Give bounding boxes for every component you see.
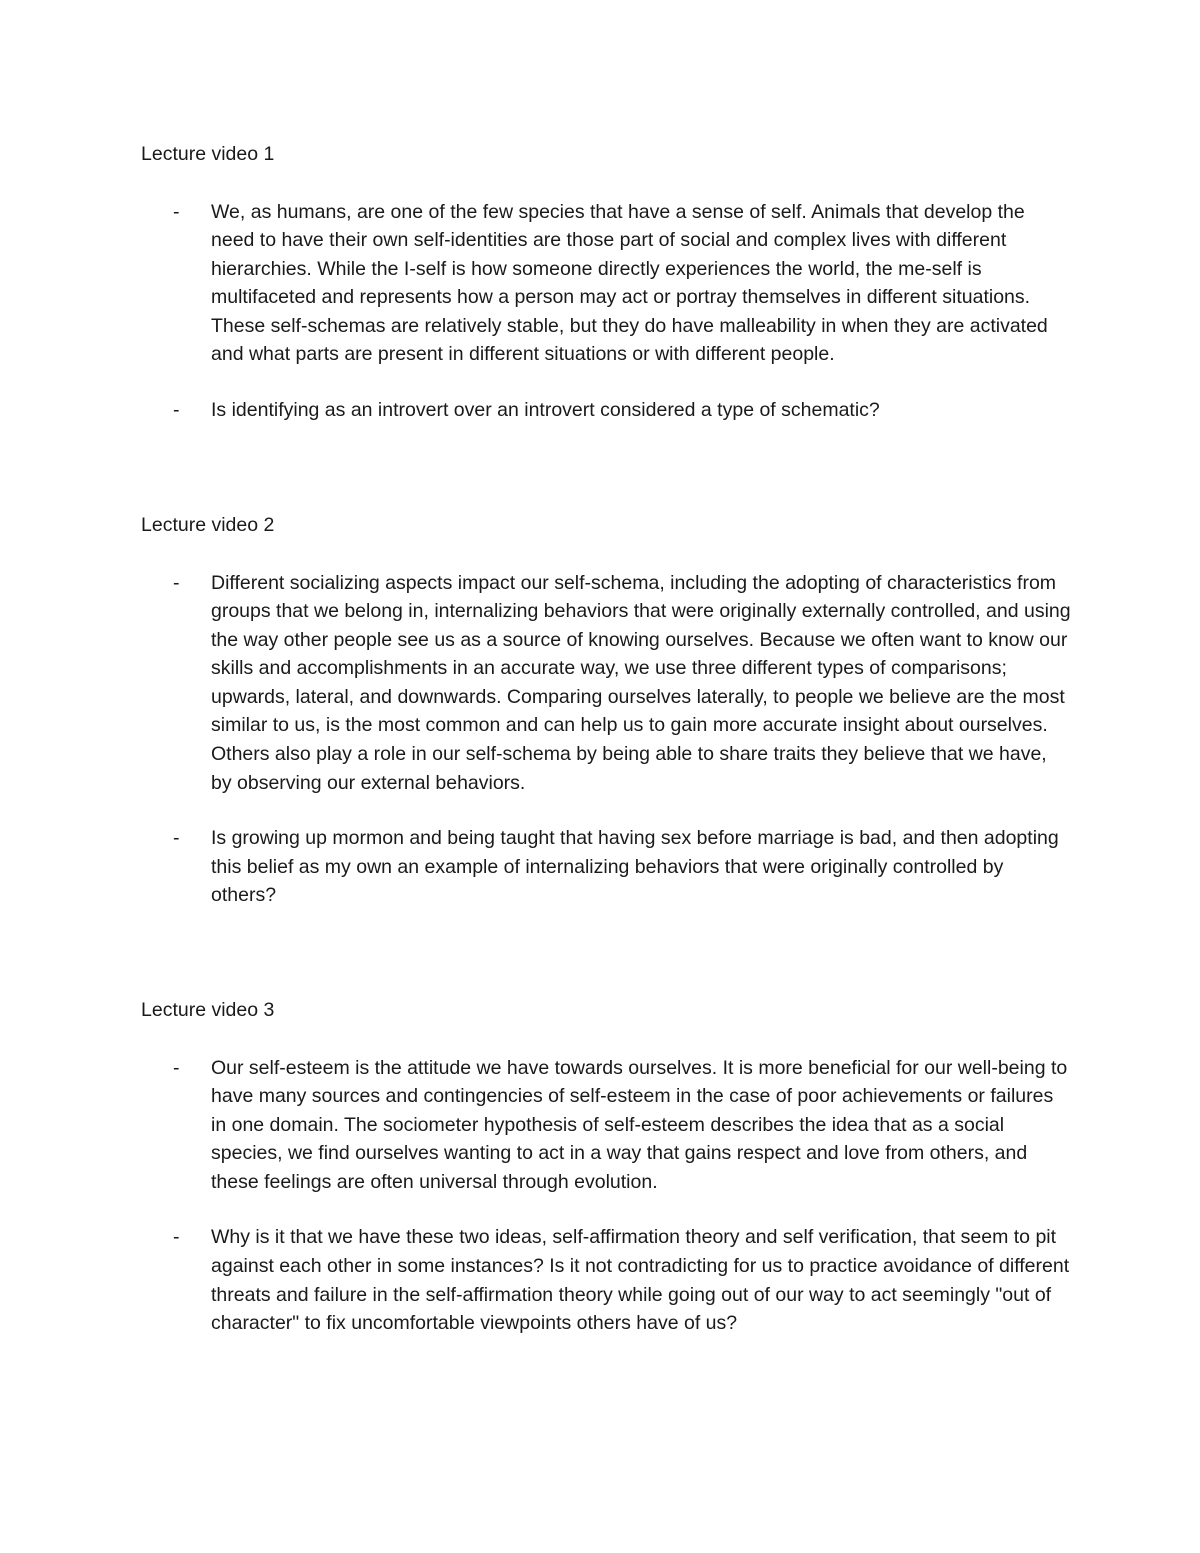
section-heading: Lecture video 3 (141, 999, 275, 1021)
bullet-text: Why is it that we have these two ideas, self-affirmation theory and self verification, that seem to pit against each other in some instances? Is it not contradicting for us to practice avoidance of different threats and failure in the self-affirmation theory while going out of our way to act seemingly "out of character" to fix uncomfortable viewpoints others have of us? (211, 1226, 1070, 1335)
bullet-dash: - (173, 571, 180, 594)
bullet-dash: - (173, 200, 180, 223)
bullet-dash: - (173, 1226, 180, 1249)
bullet-text: Different socializing aspects impact our self-schema, including the adopting of characteristics from groups that we belong in, internalizing behaviors that were originally externally controlled, and using the way other people see us as a source of knowing ourselves. Because we often want to know our skills and accomplishments in an accurate way, we use three different types of comparisons; upwards, lateral, and downwards. Comparing ourselves laterally, to people we believe are the most similar to us, is the most common and can help us to gain more accurate insight about ourselves. Others also play a role in our self-schema by being able to share traits they believe that we have, by observing our external behaviors. (211, 571, 1071, 794)
list-item (141, 824, 1071, 910)
bullet-text: We, as humans, are one of the few species that have a sense of self. Animals that develop the need to have their own self-identities are those part of social and complex lives with different hierarchies. While the I-self is how someone directly experiences the world, the me-self is multifaceted and represents how a person may act or portray themselves in different situations. These self-schemas are relatively stable, but they do have malleability in when they are activated and what parts are present in different situations or with different people. (211, 200, 1048, 366)
section-heading: Lecture video 1 (141, 143, 275, 165)
bullet-dash: - (173, 827, 180, 850)
bullet-text: Is identifying as an introvert over an introvert considered a type of schematic? (211, 399, 880, 422)
list-item (141, 569, 1071, 798)
list-item (141, 198, 1071, 370)
bullet-dash: - (173, 1056, 180, 1079)
section-lecture-video-3 (141, 996, 1071, 1338)
section-lecture-video-1 (141, 140, 1071, 425)
list-item (141, 1223, 1071, 1337)
section-heading: Lecture video 2 (141, 514, 275, 536)
bullet-text: Our self-esteem is the attitude we have towards ourselves. It is more beneficial for our well-being to have many sources and contingencies of self-esteem in the case of poor achievements or failures in one domain. The sociometer hypothesis of self-esteem describes the idea that as a social species, we find ourselves wanting to act in a way that gains respect and love from others, and these feelings are often universal through evolution. (211, 1056, 1068, 1193)
bullet-dash: - (173, 399, 180, 422)
list-item (141, 396, 1071, 425)
bullet-text: Is growing up mormon and being taught that having sex before marriage is bad, and then adopting this belief as my own an example of internalizing behaviors that were originally controlled by others? (211, 827, 1059, 907)
section-lecture-video-2 (141, 511, 1071, 910)
list-item (141, 1054, 1071, 1197)
